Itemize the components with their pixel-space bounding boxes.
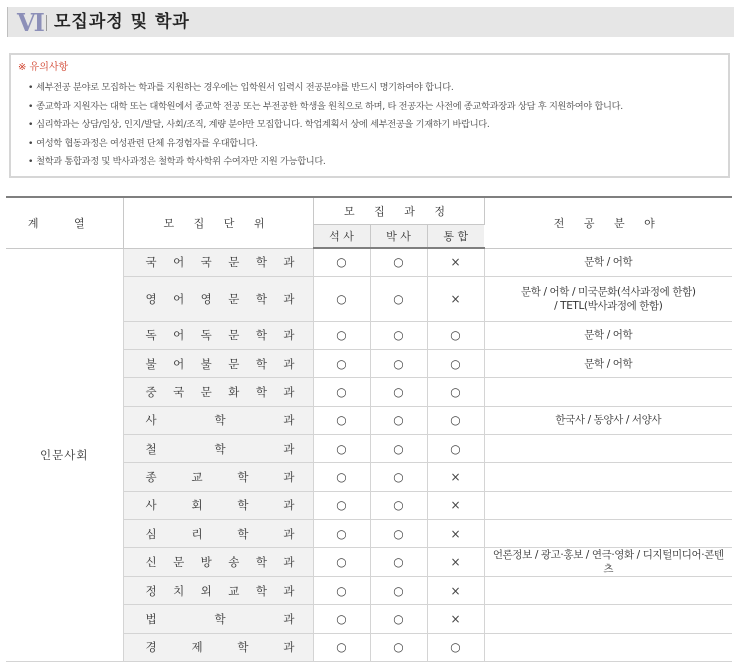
section-header: [7, 7, 734, 37]
dept-char: 치: [173, 583, 185, 598]
table-row: [6, 248, 732, 276]
dept-char: 독: [200, 328, 212, 343]
dept-char: 방: [200, 555, 212, 570]
field-cell: [484, 548, 732, 577]
doctor-mark: ○: [370, 276, 427, 321]
header-unit: 모 집 단 위: [123, 197, 313, 248]
dept-char: 국: [200, 255, 212, 270]
dept-char: 어: [173, 255, 185, 270]
field-cell: [484, 519, 732, 547]
header-field: 전 공 분 야: [484, 197, 732, 248]
dept-char: 과: [283, 328, 295, 343]
dept-char: 학: [255, 583, 267, 598]
dept-cell: [123, 548, 313, 577]
master-mark: ○: [313, 491, 370, 519]
integrated-mark: ○: [427, 406, 484, 434]
dept-char: 문: [228, 291, 240, 306]
doctor-mark: ○: [370, 378, 427, 406]
dept-cell: [123, 519, 313, 547]
dept-cell: [123, 463, 313, 491]
field-cell: [484, 276, 732, 321]
doctor-mark: ○: [370, 248, 427, 276]
dept-char: 학: [255, 555, 267, 570]
table-body: [6, 248, 732, 662]
dept-cell: [123, 378, 313, 406]
master-mark: ○: [313, 248, 370, 276]
dept-char: 학: [214, 441, 226, 456]
dept-char: 영: [200, 291, 212, 306]
dept-char: 학: [237, 469, 249, 484]
dept-char: 과: [283, 441, 295, 456]
doctor-mark: ○: [370, 605, 427, 633]
doctor-mark: ○: [370, 577, 427, 605]
field-cell: [484, 378, 732, 406]
dept-char: 과: [283, 612, 295, 627]
dept-char: 어: [173, 356, 185, 371]
dept-char: 과: [283, 385, 295, 400]
integrated-mark: ×: [427, 519, 484, 547]
dept-char: 사: [145, 413, 157, 428]
dept-char: 학: [255, 328, 267, 343]
integrated-mark: ×: [427, 491, 484, 519]
dept-cell: [123, 350, 313, 378]
field-cell: [484, 633, 732, 661]
master-mark: ○: [313, 434, 370, 462]
field-cell: [484, 321, 732, 349]
dept-char: 과: [283, 413, 295, 428]
dept-char: 학: [255, 255, 267, 270]
notice-item: • 세부전공 분야로 모집하는 학과를 지원하는 경우에는 입학원서 입력시 전공분야를 반드시 명기하여야 합니다.: [28, 79, 623, 98]
dept-char: 회: [191, 498, 203, 513]
integrated-mark: ×: [427, 577, 484, 605]
dept-char: 국: [145, 255, 157, 270]
dept-cell: [123, 248, 313, 276]
notice-title: ※ 유의사항: [18, 62, 69, 73]
dept-char: 경: [145, 640, 157, 655]
dept-cell: [123, 406, 313, 434]
dept-char: 법: [145, 612, 157, 627]
integrated-mark: ○: [427, 633, 484, 661]
dept-char: 신: [145, 555, 157, 570]
dept-char: 어: [173, 291, 185, 306]
dept-char: 과: [283, 640, 295, 655]
dept-char: 과: [283, 255, 295, 270]
field-cell: [484, 406, 732, 434]
dept-char: 제: [191, 640, 203, 655]
series-cell: 인문사회: [6, 248, 123, 662]
master-mark: ○: [313, 519, 370, 547]
doctor-mark: ○: [370, 548, 427, 577]
doctor-mark: ○: [370, 491, 427, 519]
master-mark: ○: [313, 633, 370, 661]
dept-char: 학: [214, 413, 226, 428]
field-line: 한국사 / 동양사 / 서양사: [555, 414, 662, 427]
dept-char: 화: [228, 385, 240, 400]
dept-char: 학: [237, 640, 249, 655]
master-mark: ○: [313, 378, 370, 406]
master-mark: ○: [313, 463, 370, 491]
dept-char: 과: [283, 555, 295, 570]
dept-char: 과: [283, 469, 295, 484]
integrated-mark: ×: [427, 548, 484, 577]
dept-char: 불: [200, 356, 212, 371]
header-master: 석 사: [313, 224, 370, 248]
field-cell: [484, 350, 732, 378]
dept-char: 리: [191, 526, 203, 541]
recruitment-table-wrapper: [6, 196, 732, 662]
integrated-mark: ×: [427, 248, 484, 276]
field-cell: [484, 605, 732, 633]
integrated-mark: ○: [427, 434, 484, 462]
dept-char: 중: [145, 385, 157, 400]
dept-char: 과: [283, 291, 295, 306]
doctor-mark: ○: [370, 434, 427, 462]
notice-item: • 여성학 협동과정은 여성관련 단체 유경험자를 우대합니다.: [28, 135, 623, 154]
master-mark: ○: [313, 276, 370, 321]
doctor-mark: ○: [370, 463, 427, 491]
dept-char: 교: [228, 583, 240, 598]
dept-cell: [123, 434, 313, 462]
notice-item: • 철학과 통합과정 및 박사과정은 철학과 학사학위 수여자만 지원 가능합니다.: [28, 153, 623, 172]
dept-char: 학: [255, 385, 267, 400]
dept-char: 과: [283, 356, 295, 371]
dept-char: 학: [255, 356, 267, 371]
integrated-mark: ×: [427, 463, 484, 491]
dept-cell: [123, 276, 313, 321]
dept-char: 송: [228, 555, 240, 570]
master-mark: ○: [313, 548, 370, 577]
header-series: 계 열: [6, 197, 123, 248]
master-mark: ○: [313, 605, 370, 633]
doctor-mark: ○: [370, 406, 427, 434]
dept-char: 문: [173, 555, 185, 570]
master-mark: ○: [313, 406, 370, 434]
dept-char: 외: [200, 583, 212, 598]
doctor-mark: ○: [370, 633, 427, 661]
integrated-mark: ○: [427, 321, 484, 349]
field-line: 문학 / 어학: [584, 357, 633, 370]
dept-char: 종: [145, 469, 157, 484]
field-cell: [484, 434, 732, 462]
header-integrated: 통 합: [427, 224, 484, 248]
dept-char: 철: [145, 441, 157, 456]
notice-item: • 심리학과는 상담/임상, 인지/발달, 사회/조직, 계량 분야만 모집합니다. 학업계획서 상에 세부전공을 기재하기 바랍니다.: [28, 116, 623, 135]
dept-char: 학: [237, 526, 249, 541]
doctor-mark: ○: [370, 519, 427, 547]
master-mark: ○: [313, 350, 370, 378]
dept-cell: [123, 605, 313, 633]
field-cell: [484, 577, 732, 605]
notice-item: • 종교학과 지원자는 대학 또는 대학원에서 종교학 전공 또는 부전공한 학생을 원칙으로 하며, 타 전공자는 사전에 종교학과장과 상담 후 지원하여야 합니다.: [28, 98, 623, 117]
dept-char: 심: [145, 526, 157, 541]
dept-char: 과: [283, 583, 295, 598]
dept-cell: [123, 577, 313, 605]
dept-char: 교: [191, 469, 203, 484]
dept-char: 문: [200, 385, 212, 400]
dept-cell: [123, 321, 313, 349]
page-title: 모집과정 및 학과: [54, 12, 190, 32]
dept-char: 과: [283, 526, 295, 541]
master-mark: ○: [313, 577, 370, 605]
field-line: 언론정보 / 광고·홍보 / 연극·영화 / 디지털미디어·콘텐츠: [492, 549, 724, 576]
field-cell: [484, 463, 732, 491]
header-divider: [46, 15, 47, 31]
field-line: / TETL(박사과정에 한함): [554, 299, 663, 312]
dept-char: 문: [228, 328, 240, 343]
header-doctor: 박 사: [370, 224, 427, 248]
dept-char: 어: [173, 328, 185, 343]
dept-char: 학: [214, 612, 226, 627]
dept-char: 정: [145, 583, 157, 598]
dept-char: 국: [173, 385, 185, 400]
header-course: 모 집 과 정: [313, 197, 484, 224]
notice-box: [9, 53, 730, 178]
dept-char: 불: [145, 356, 157, 371]
dept-char: 학: [237, 498, 249, 513]
dept-char: 과: [283, 498, 295, 513]
field-cell: [484, 248, 732, 276]
section-number: VI: [17, 8, 43, 37]
field-cell: [484, 491, 732, 519]
dept-char: 학: [255, 291, 267, 306]
dept-char: 문: [228, 356, 240, 371]
field-line: 문학 / 어학: [584, 329, 633, 342]
dept-char: 독: [145, 328, 157, 343]
recruitment-table: [6, 196, 732, 662]
doctor-mark: ○: [370, 321, 427, 349]
dept-char: 영: [145, 291, 157, 306]
dept-char: 사: [145, 498, 157, 513]
master-mark: ○: [313, 321, 370, 349]
notice-list: [28, 79, 623, 172]
integrated-mark: ○: [427, 350, 484, 378]
doctor-mark: ○: [370, 350, 427, 378]
integrated-mark: ×: [427, 605, 484, 633]
dept-char: 문: [228, 255, 240, 270]
dept-cell: [123, 633, 313, 661]
dept-cell: [123, 491, 313, 519]
field-line: 문학 / 어학: [584, 256, 633, 269]
field-line: 문학 / 어학 / 미국문화(석사과정에 한함): [521, 285, 696, 298]
integrated-mark: ○: [427, 378, 484, 406]
integrated-mark: ×: [427, 276, 484, 321]
